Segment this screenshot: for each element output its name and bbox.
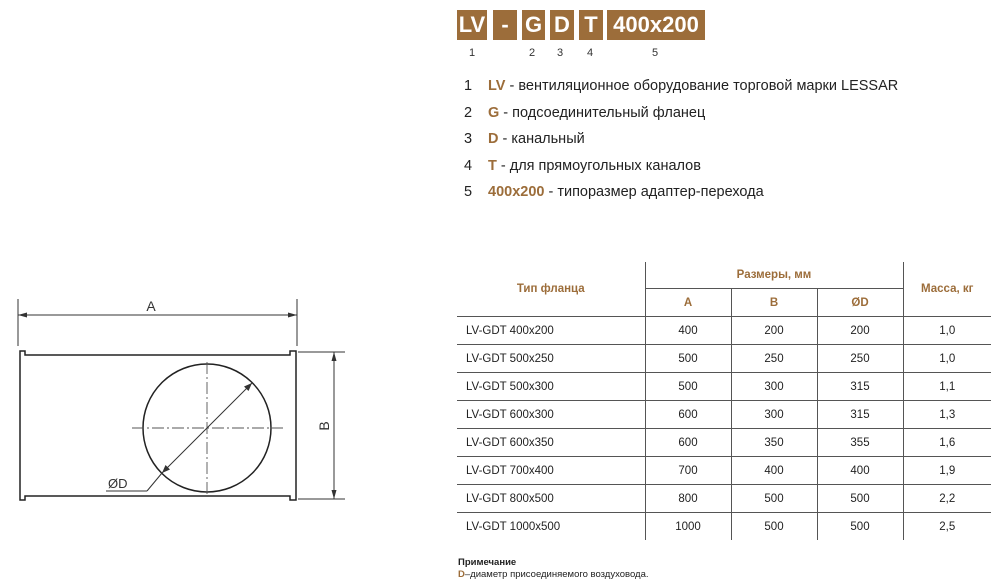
- specs-table: [457, 262, 991, 540]
- code-number-5: 5: [652, 47, 659, 59]
- table-row: [457, 345, 991, 373]
- dimension-a-label: A: [146, 298, 156, 314]
- footnote-symbol: D: [458, 569, 465, 580]
- cell-d: 500: [817, 513, 903, 541]
- code-segment-d: D: [550, 10, 574, 40]
- legend-number: 1: [464, 78, 473, 94]
- legend-item: [464, 183, 898, 210]
- cell-d: 355: [817, 429, 903, 457]
- cell-a: 600: [645, 401, 731, 429]
- cell-a: 400: [645, 317, 731, 345]
- cell-model: LV-GDT 800x500: [457, 485, 645, 513]
- adapter-drawing: [0, 280, 360, 580]
- dimension-b-label: B: [316, 421, 332, 431]
- legend-item: [464, 104, 898, 131]
- cell-a: 600: [645, 429, 731, 457]
- code-number-1: 1: [469, 47, 476, 59]
- cell-a: 1000: [645, 513, 731, 541]
- header-b: B: [731, 289, 817, 317]
- table-row: [457, 401, 991, 429]
- legend-description: - канальный: [498, 131, 585, 148]
- legend-number: 5: [464, 184, 473, 201]
- cell-b: 300: [731, 373, 817, 401]
- cell-d: 315: [817, 401, 903, 429]
- code-segment-lv: LV: [457, 10, 487, 40]
- code-segment-dash: -: [493, 10, 517, 40]
- legend-number: 2: [464, 104, 473, 121]
- cell-mass: 1,6: [903, 429, 991, 457]
- table-row: [457, 513, 991, 541]
- cell-model: LV-GDT 400x200: [457, 317, 645, 345]
- cell-a: 500: [645, 345, 731, 373]
- code-segment-size: 400x200: [607, 10, 705, 40]
- cell-d: 500: [817, 485, 903, 513]
- footnote-text: [458, 569, 649, 581]
- legend-description: - подсоединительный фланец: [499, 104, 706, 121]
- legend-item: [464, 157, 898, 184]
- header-dimensions: Размеры, мм: [645, 262, 903, 289]
- legend-item: [464, 77, 898, 104]
- cell-mass: 1,0: [903, 345, 991, 373]
- header-mass: Масса, кг: [903, 262, 991, 317]
- legend-code: 400x200: [488, 184, 545, 201]
- code-segment-t: T: [579, 10, 603, 40]
- legend-number: 3: [464, 131, 473, 148]
- cell-b: 200: [731, 317, 817, 345]
- diameter-label: ØD: [108, 476, 128, 491]
- legend-code: D: [488, 131, 499, 148]
- cell-mass: 2,5: [903, 513, 991, 541]
- legend-description: - для прямоугольных каналов: [496, 157, 701, 174]
- cell-a: 500: [645, 373, 731, 401]
- table-row: [457, 317, 991, 345]
- table-row: [457, 429, 991, 457]
- table-row: [457, 457, 991, 485]
- cell-b: 350: [731, 429, 817, 457]
- footnote-description: –диаметр присоединяемого воздуховода.: [464, 569, 649, 580]
- cell-model: LV-GDT 500x300: [457, 373, 645, 401]
- cell-a: 800: [645, 485, 731, 513]
- legend-code: T: [488, 157, 497, 174]
- footnote-title: Примечание: [458, 557, 517, 568]
- cell-b: 400: [731, 457, 817, 485]
- header-d: ØD: [817, 289, 903, 317]
- cell-mass: 1,0: [903, 317, 991, 345]
- cell-d: 200: [817, 317, 903, 345]
- table-row: [457, 485, 991, 513]
- cell-mass: 2,2: [903, 485, 991, 513]
- legend-number: 4: [464, 157, 473, 174]
- cell-a: 700: [645, 457, 731, 485]
- cell-model: LV-GDT 600x300: [457, 401, 645, 429]
- legend-code: LV: [488, 78, 506, 94]
- footnote: [458, 557, 649, 581]
- code-number-2: 2: [529, 47, 536, 59]
- legend-item: [464, 130, 898, 157]
- cell-b: 500: [731, 513, 817, 541]
- code-number-3: 3: [557, 47, 564, 59]
- cell-model: LV-GDT 500x250: [457, 345, 645, 373]
- code-legend: [464, 77, 898, 210]
- header-flange-type: Тип фланца: [516, 283, 585, 295]
- table-row: [457, 373, 991, 401]
- header-a: A: [645, 289, 731, 317]
- cell-model: LV-GDT 1000x500: [457, 513, 645, 541]
- cell-b: 250: [731, 345, 817, 373]
- cell-b: 500: [731, 485, 817, 513]
- cell-mass: 1,9: [903, 457, 991, 485]
- cell-mass: 1,1: [903, 373, 991, 401]
- cell-model: LV-GDT 700x400: [457, 457, 645, 485]
- cell-d: 315: [817, 373, 903, 401]
- cell-d: 250: [817, 345, 903, 373]
- code-number-4: 4: [587, 47, 594, 59]
- cell-b: 300: [731, 401, 817, 429]
- legend-description: - типоразмер адаптер-перехода: [544, 184, 764, 201]
- legend-description: - вентиляционное оборудование торговой марки LESSAR: [505, 78, 899, 94]
- legend-code: G: [488, 104, 500, 121]
- cell-d: 400: [817, 457, 903, 485]
- cell-model: LV-GDT 600x350: [457, 429, 645, 457]
- code-segment-g: G: [522, 10, 545, 40]
- cell-mass: 1,3: [903, 401, 991, 429]
